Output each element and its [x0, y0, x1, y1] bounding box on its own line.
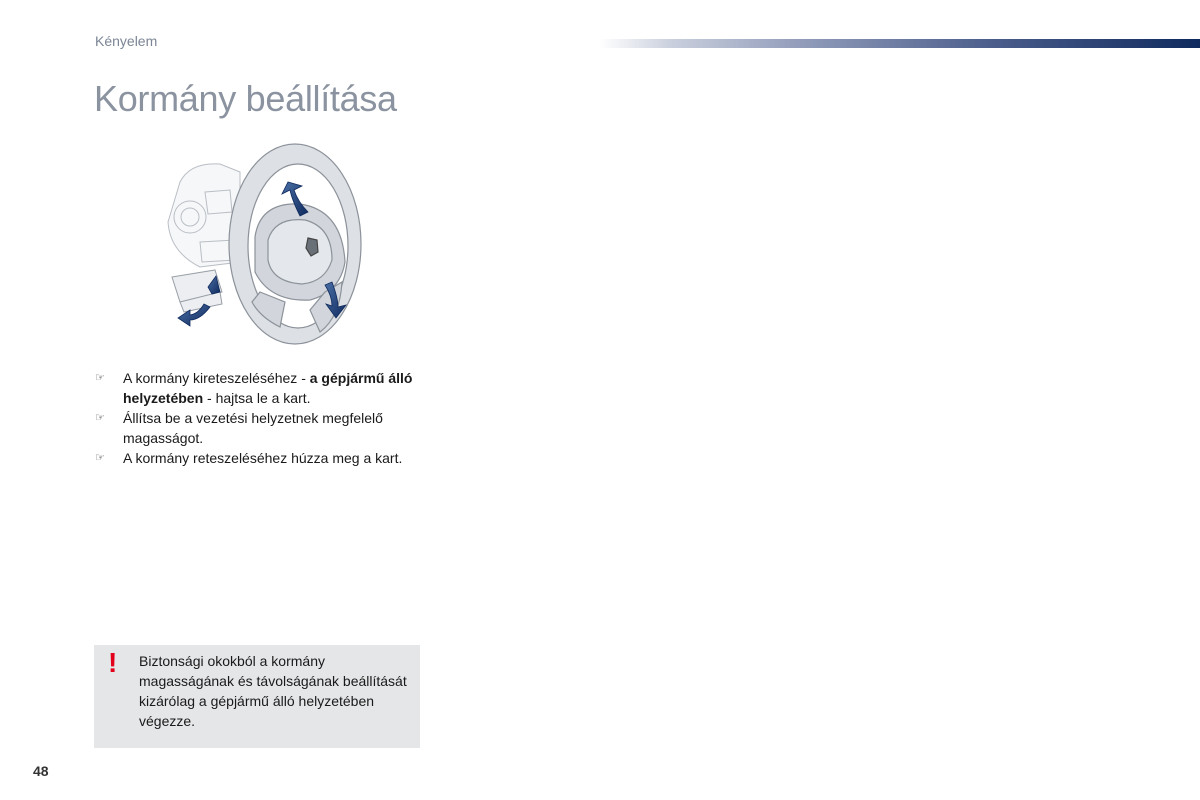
- pointing-hand-icon: ☞: [95, 412, 105, 424]
- instruction-item: ☞ A kormány kireteszeléséhez - a gépjármű álló helyzetében - hajtsa le a kart.: [95, 370, 413, 406]
- steering-wheel: [229, 144, 361, 344]
- instruction-item: ☞ Állítsa be a vezetési helyzetnek megfelelő magasságot.: [95, 410, 383, 446]
- section-label: Kényelem: [95, 33, 158, 49]
- page-title: Kormány beállítása: [94, 78, 397, 119]
- safety-warning-box: [94, 645, 420, 748]
- instruction-item: ☞ A kormány reteszeléséhez húzza meg a kart.: [95, 450, 403, 466]
- header-gradient-bar: [600, 39, 1200, 48]
- instruction-list: [95, 368, 425, 468]
- pointing-hand-icon: ☞: [95, 452, 105, 464]
- warning-text: Biztonsági okokból a kormány magasságának és távolságának beállítását kizárólag a gépjármű álló helyzetében végezze.: [139, 653, 407, 729]
- steering-wheel-illustration: [160, 142, 375, 357]
- pointing-hand-icon: ☞: [95, 372, 105, 384]
- exclamation-icon: !: [108, 647, 118, 678]
- page-number: 48: [33, 763, 49, 779]
